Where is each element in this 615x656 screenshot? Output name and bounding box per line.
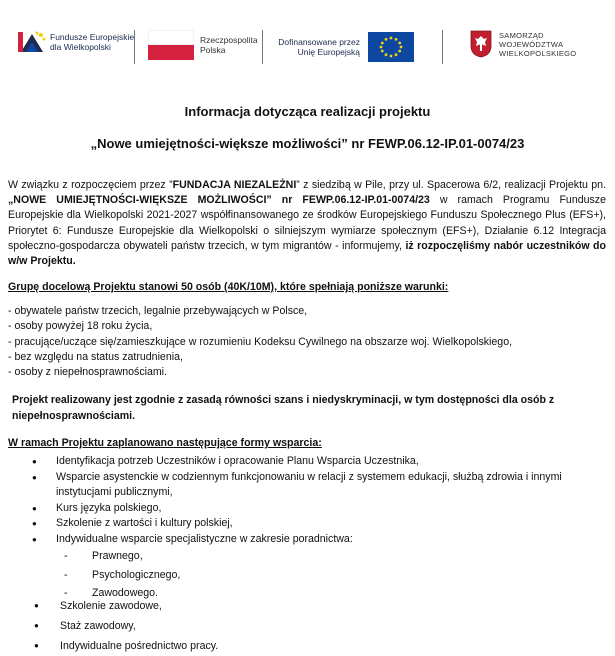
- list-item: - bez względu na status zatrudnienia,: [8, 350, 183, 363]
- list-item: - pracujące/uczące się/zamieszkujące w rozumieniu Kodeksu Cywilnego na obszarze woj. Wielkopolskiego,: [8, 335, 513, 348]
- support-list-continued: [34, 596, 218, 656]
- advisory-list: [56, 547, 590, 603]
- project-name: „NOWE UMIEJĘTNOŚCI-WIĘKSZE MOŻLIWOŚCI” nr FEWP.06.12-IP.01-0074/23: [8, 194, 430, 207]
- list-item: - Zawodowego.: [56, 584, 590, 603]
- eu-funding-logo: [276, 32, 414, 62]
- ue-logo-text: [276, 37, 360, 57]
- fe-line-1: Fundusze Europejskie: [50, 32, 135, 42]
- recruitment-notice: iż rozpoczęliśmy nabór uczestników do w/w Projektu.: [8, 239, 606, 268]
- intro-text-3: w ramach Programu Fundusze Europejskie dla Wielkopolski 2021-2027 współfinansowanego ze środków Europejskiego Funduszu Społecznego Plus (EFS+), Priorytet 6: Fundusze Europejskie dla Wielkopolski o silniejszym wymiarze społecznym (EFS+), Działanie 6.12 Integracja społeczno-gospodarcza obywateli państw trzecich, w tym migrantów - informujemy,: [8, 194, 606, 252]
- conditions-list: [8, 304, 512, 380]
- samorzad-logo: [470, 30, 576, 58]
- list-item: ● Kurs języka polskiego,: [30, 501, 590, 517]
- sw-line-1: SAMORZĄD: [499, 30, 544, 40]
- intro-text-2: ” z siedzibą w Pile, przy ul. Spacerowa 6/2, realizacji Projektu pn.: [296, 179, 607, 191]
- rp-line-2: Polska: [200, 45, 226, 55]
- list-item: - osoby z niepełnosprawnościami.: [8, 366, 167, 379]
- support-list: [30, 454, 590, 603]
- eu-flag-icon: [368, 32, 414, 62]
- sw-logo-text: [499, 31, 576, 58]
- rp-line-1: Rzeczpospolita: [200, 35, 258, 45]
- list-item: - obywatele państw trzecich, legalnie przebywających w Polsce,: [8, 305, 308, 317]
- sw-line-2: WOJEWÓDZTWA: [499, 39, 564, 49]
- fe-line-2: dla Wielkopolski: [50, 42, 111, 52]
- logo-separator: [262, 30, 263, 64]
- fe-logo-text: [50, 32, 134, 52]
- intro-paragraph: [8, 178, 606, 269]
- rzeczpospolita-logo: [148, 30, 258, 60]
- fundusze-europejskie-logo: [18, 30, 134, 54]
- polish-flag-icon: [148, 30, 194, 60]
- list-item: ● Identyfikacja potrzeb Uczestników i opracowanie Planu Wsparcia Uczestnika,: [30, 454, 590, 470]
- list-item: - Psychologicznego,: [56, 566, 590, 585]
- advisory-label: Indywidualne wsparcie specjalistyczne w zakresie poradnictwa:: [56, 532, 353, 545]
- logo-bar: [0, 0, 615, 80]
- document-title: Informacja dotycząca realizacji projektu: [184, 104, 431, 119]
- equality-statement: Projekt realizowany jest zgodnie z zasadą równości szans i niedyskryminacji, w tym dostępności dla osób z niepełnosprawnościami.: [12, 394, 555, 422]
- intro-text-1: W związku z rozpoczęciem przez ”: [8, 179, 173, 191]
- target-group-heading: Grupę docelową Projektu stanowi 50 osób (40K/10M), które spełniają poniższe warunki:: [8, 281, 449, 293]
- list-item: - osoby powyżej 18 roku życia,: [8, 320, 153, 333]
- logo-separator: [134, 30, 135, 64]
- organization-name: FUNDACJA NIEZALEŻNI: [172, 179, 297, 191]
- ue-line-2: Unię Europejską: [297, 47, 360, 57]
- list-item: ● Staż zawodowy,: [34, 616, 218, 636]
- support-heading: W ramach Projektu zaplanowano następujące formy wsparcia:: [8, 437, 322, 449]
- list-item: - Prawnego,: [56, 547, 590, 566]
- sw-line-3: WIELKOPOLSKIEGO: [499, 48, 577, 58]
- list-item: ● Wsparcie asystenckie w codziennym funkcjonowaniu w relacji z systemem edukacji, służbą zdrowia i innymi instytucjami publicznymi,: [30, 470, 590, 501]
- wielkopolska-crest-icon: [470, 30, 492, 58]
- project-subtitle: „Nowe umiejętności-większe możliwości” nr FEWP.06.12-IP.01-0074/23: [90, 136, 525, 151]
- fe-emblem-icon: [18, 30, 46, 54]
- logo-separator: [442, 30, 443, 64]
- list-item: ● Szkolenie z wartości i kultury polskiej,: [30, 516, 590, 532]
- list-item: ● Indywidualne pośrednictwo pracy.: [34, 636, 218, 656]
- rp-logo-text: [200, 35, 258, 55]
- list-item: [30, 532, 590, 603]
- list-item: ● Szkolenie zawodowe,: [34, 596, 218, 616]
- ue-line-1: Dofinansowane przez: [278, 37, 360, 47]
